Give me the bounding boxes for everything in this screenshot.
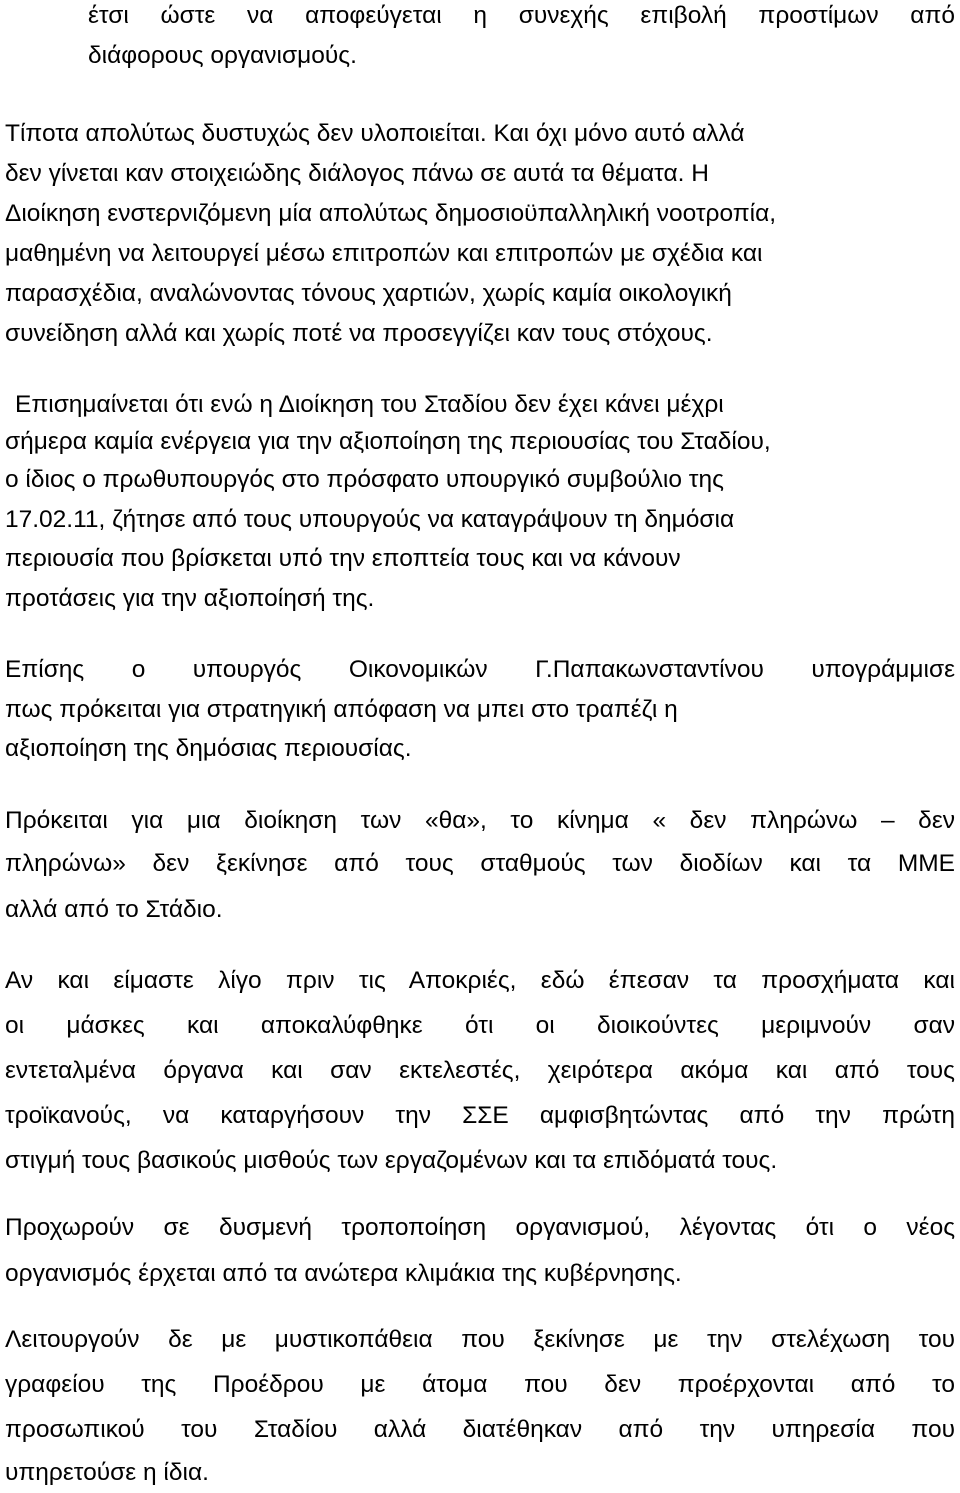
paragraph-line: ο ίδιος ο πρωθυπουργός στο πρόσφατο υπουργικό συμβούλιο της: [5, 466, 724, 493]
paragraph-line: σήμερα καμία ενέργεια για την αξιοποίηση της περιουσίας του Σταδίου,: [5, 428, 771, 455]
paragraph-line: συνείδηση αλλά και χωρίς ποτέ να προσεγγίζει καν τους στόχους.: [5, 320, 713, 347]
paragraph-line: υπηρετούσε η ίδια.: [5, 1459, 209, 1486]
paragraph-line: διάφορους οργανισμούς.: [88, 42, 357, 69]
paragraph-line: αξιοποίηση της δημόσιας περιουσίας.: [5, 735, 412, 762]
paragraph-line: Επίσης ο υπουργός Οικονομικών Γ.Παπακωνσταντίνου υπογράμμισε: [5, 656, 955, 683]
paragraph-line: προσωπικού του Σταδίου αλλά διατέθηκαν από την υπηρεσία που: [5, 1416, 955, 1443]
paragraph-line: πληρώνω» δεν ξεκίνησε από τους σταθμούς των διοδίων και τα ΜΜΕ: [5, 850, 955, 877]
paragraph-line: προτάσεις για την αξιοποίησή της.: [5, 585, 375, 612]
paragraph-line: Προχωρούν σε δυσμενή τροποποίηση οργανισμού, λέγοντας ότι ο νέος: [5, 1214, 955, 1241]
paragraph-line: οργανισμός έρχεται από τα ανώτερα κλιμάκια της κυβέρνησης.: [5, 1260, 682, 1287]
paragraph-line: Αν και είμαστε λίγο πριν τις Αποκριές, εδώ έπεσαν τα προσχήματα και: [5, 967, 955, 994]
paragraph-line: περιουσία που βρίσκεται υπό την εποπτεία τους και να κάνουν: [5, 545, 681, 572]
paragraph-line: δεν γίνεται καν στοιχειώδης διάλογος πάνω σε αυτά τα θέματα. Η: [5, 160, 709, 187]
paragraph-line: Διοίκηση ενστερνιζόμενη μία απολύτως δημοσιοϋπαλληλική νοοτροπία,: [5, 200, 777, 227]
paragraph-line: Επισημαίνεται ότι ενώ η Διοίκηση του Σταδίου δεν έχει κάνει μέχρι: [15, 391, 724, 418]
paragraph-line: μαθημένη να λειτουργεί μέσω επιτροπών και επιτροπών με σχέδια και: [5, 240, 763, 267]
paragraph-line: Πρόκειται για μια διοίκηση των «θα», το κίνημα « δεν πληρώνω – δεν: [5, 807, 955, 834]
paragraph-line: πως πρόκειται για στρατηγική απόφαση να μπει στο τραπέζι η: [5, 696, 678, 723]
paragraph-line: οι μάσκες και αποκαλύφθηκε ότι οι διοικούντες μεριμνούν σαν: [5, 1012, 955, 1039]
paragraph-line: έτσι ώστε να αποφεύγεται η συνεχής επιβολή προστίμων από: [88, 2, 955, 29]
paragraph-line: 17.02.11, ζήτησε από τους υπουργούς να καταγράψουν τη δημόσια: [5, 506, 735, 533]
paragraph-line: εντεταλμένα όργανα και σαν εκτελεστές, χειρότερα ακόμα και από τους: [5, 1057, 955, 1084]
paragraph-line: τροϊκανούς, να καταργήσουν την ΣΣΕ αμφισβητώντας από την πρώτη: [5, 1102, 955, 1129]
paragraph-line: γραφείου της Προέδρου με άτομα που δεν προέρχονται από το: [5, 1371, 955, 1398]
paragraph-line: Λειτουργούν δε με μυστικοπάθεια που ξεκίνησε με την στελέχωση του: [5, 1326, 955, 1353]
paragraph-line: Τίποτα απολύτως δυστυχώς δεν υλοποιείται. Και όχι μόνο αυτό αλλά: [5, 120, 745, 147]
paragraph-line: αλλά από το Στάδιο.: [5, 896, 223, 923]
paragraph-line: στιγμή τους βασικούς μισθούς των εργαζομένων και τα επιδόματά τους.: [5, 1147, 778, 1174]
paragraph-line: παρασχέδια, αναλώνοντας τόνους χαρτιών, χωρίς καμία οικολογική: [5, 280, 732, 307]
